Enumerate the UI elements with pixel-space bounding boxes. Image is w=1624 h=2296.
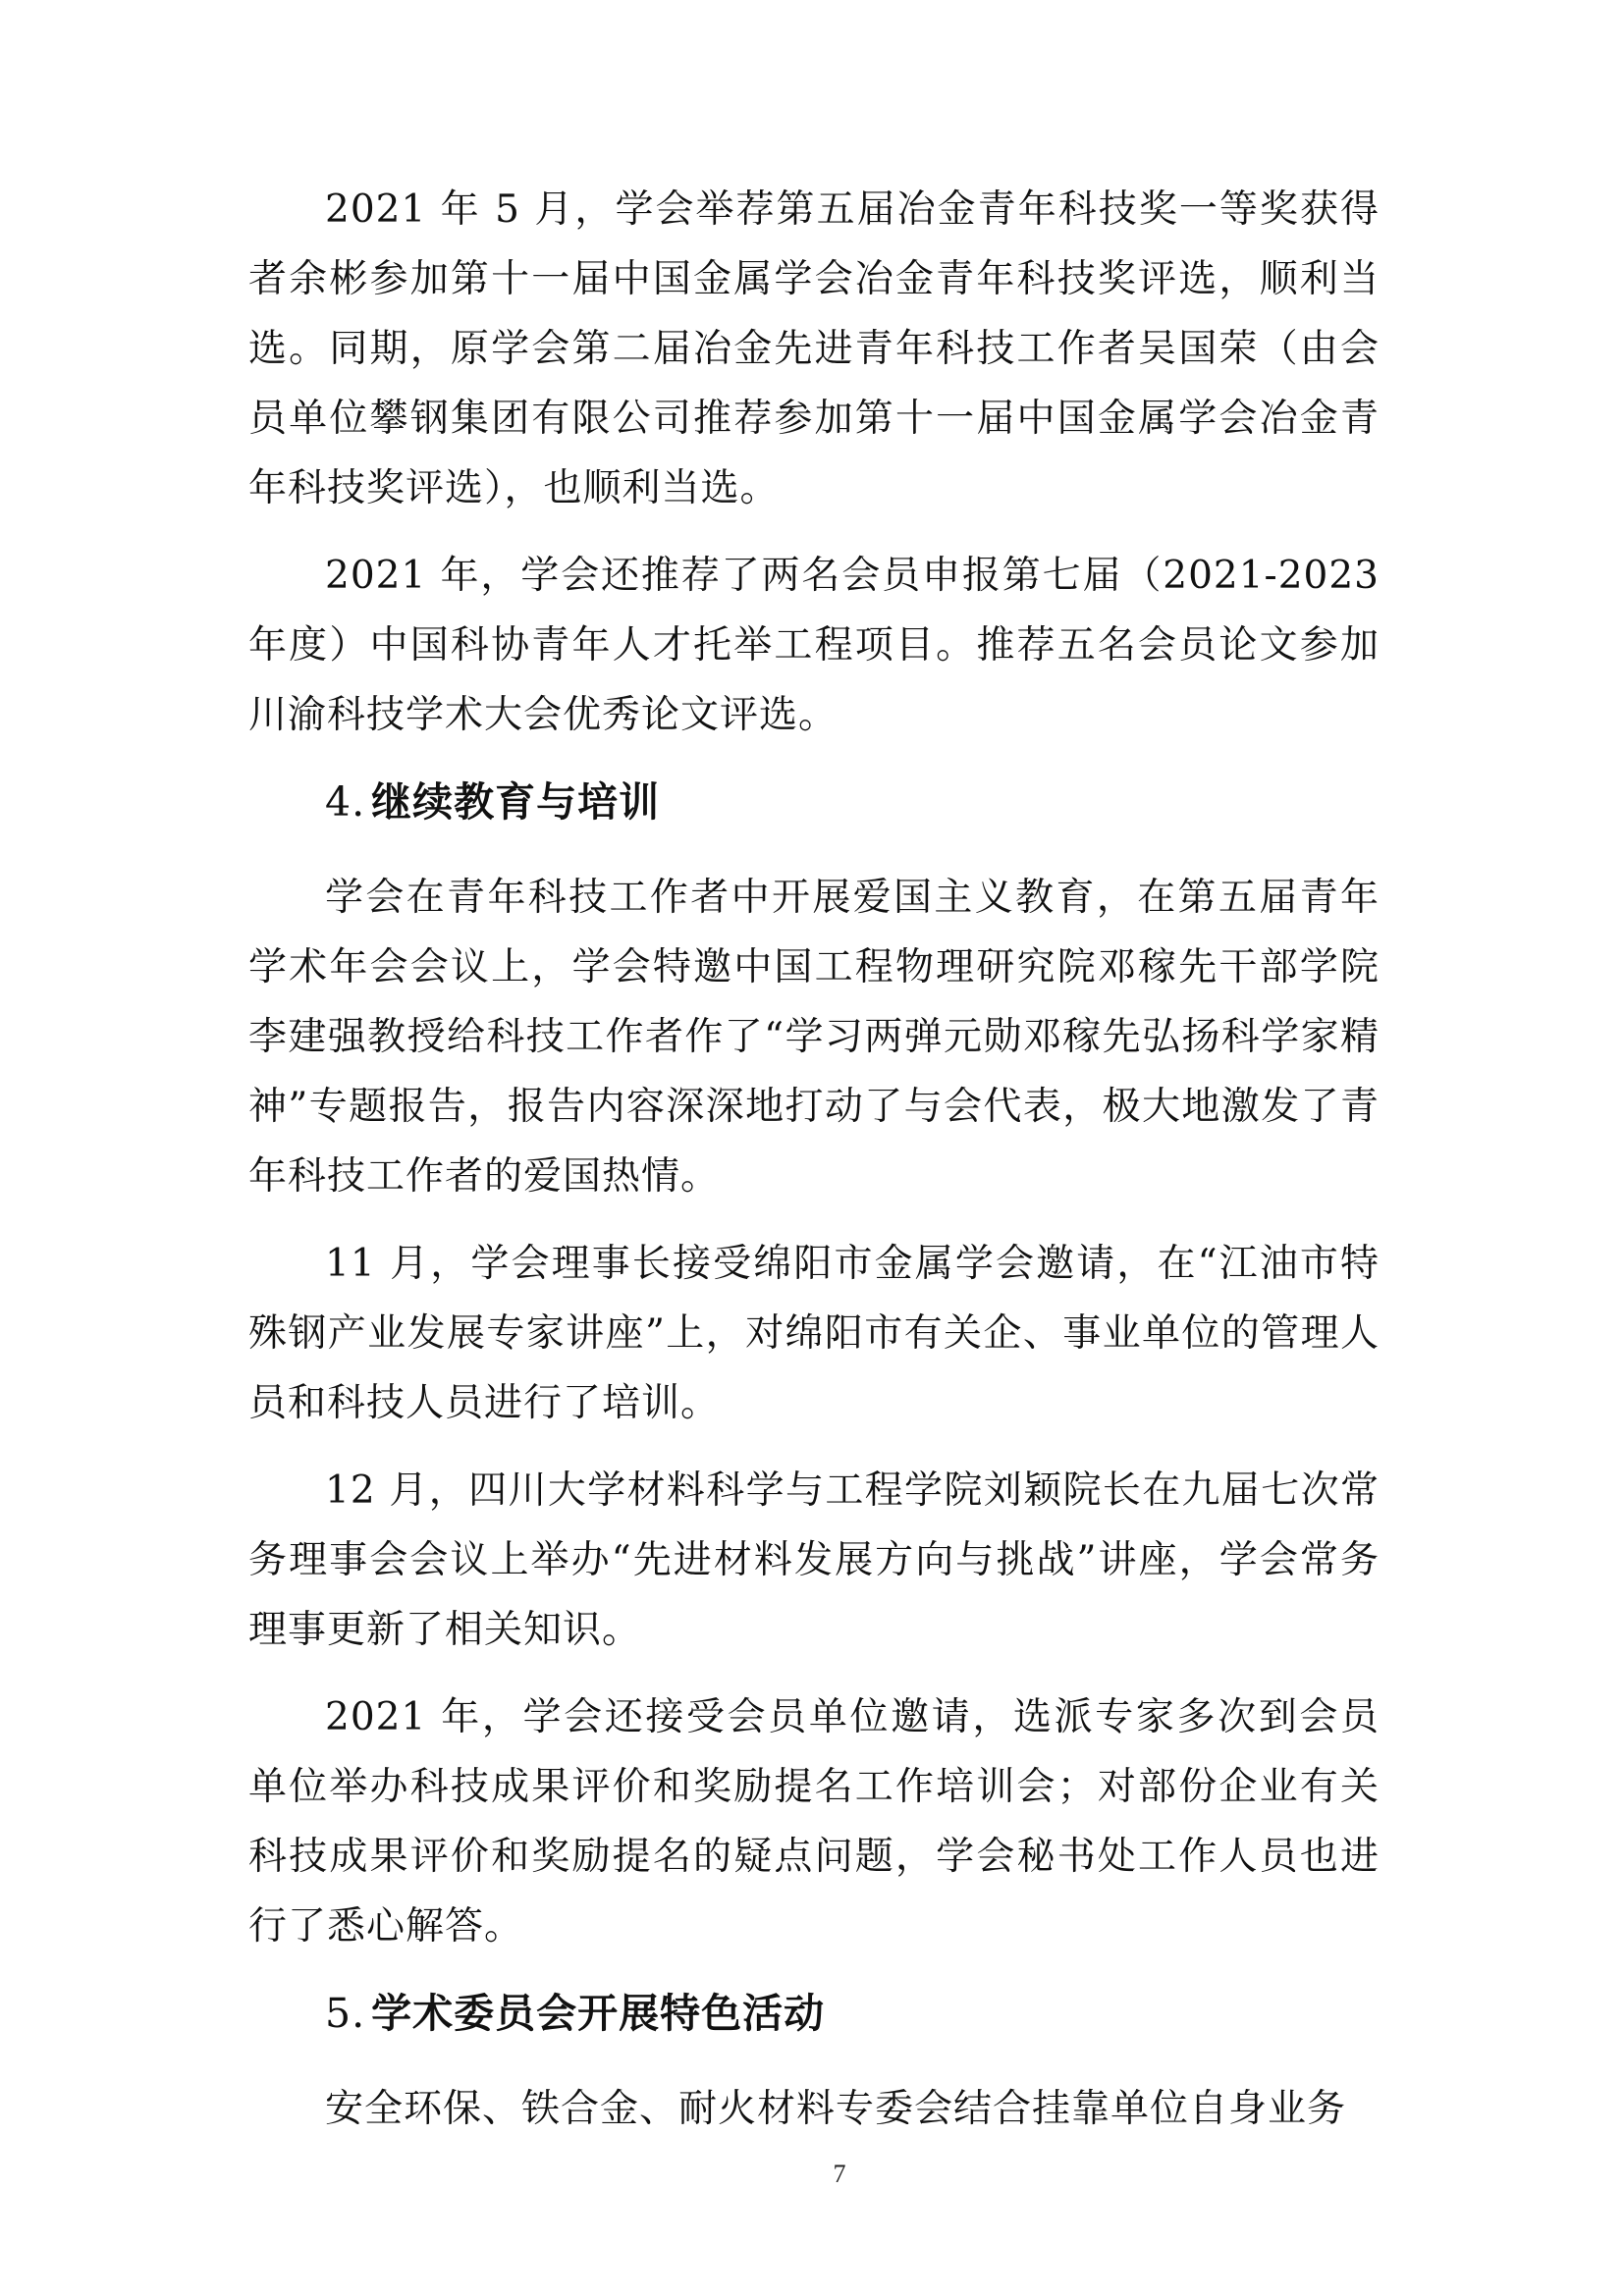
page-content	[248, 175, 1380, 2162]
section-number: 5.	[325, 1990, 366, 2037]
paragraph-talent-program: 2021 年，学会还推荐了两名会员申报第七届（2021-2023 年度）中国科协青年人才托举工程项目。推荐五名会员论文参加川渝科技学术大会优秀论文评选。	[248, 554, 1380, 737]
section-number: 4.	[325, 778, 366, 826]
paragraph-committees: 安全环保、铁合金、耐火材料专委会结合挂靠单位自身业务	[325, 2087, 1347, 2131]
paragraph-youth-award: 2021 年 5 月，学会举荐第五届冶金青年科技奖一等奖获得者余彬参加第十一届中国金属学会冶金青年科技奖评选，顺利当选。同期，原学会第二届冶金先进青年科技工作者吴国荣（由会员单位攀钢集团有限公司推荐参加第十一届中国金属学会冶金青年科技奖评选），也顺利当选。	[248, 187, 1380, 510]
section-title: 继续教育与培训	[371, 778, 661, 826]
page-number: 7	[833, 2160, 846, 2188]
section-heading-continuing-education	[248, 768, 1380, 837]
section-title: 学术委员会开展特色活动	[371, 1990, 826, 2037]
paragraph-patriotic-education: 学会在青年科技工作者中开展爱国主义教育，在第五届青年学术年会会议上，学会特邀中国工程物理研究院邓稼先干部学院李建强教授给科技工作者作了“学习两弹元勋邓稼先弘扬科学家精神”专题报告，报告内容深深地打动了与会代表，极大地激发了青年科技工作者的爱国热情。	[248, 876, 1380, 1199]
paragraph-november-lecture: 11 月，学会理事长接受绵阳市金属学会邀请，在“江油市特殊钢产业发展专家讲座”上，对绵阳市有关企、事业单位的管理人员和科技人员进行了培训。	[248, 1242, 1380, 1425]
paragraph-december-lecture: 12 月，四川大学材料科学与工程学院刘颖院长在九届七次常务理事会会议上举办“先进材料发展方向与挑战”讲座，学会常务理事更新了相关知识。	[248, 1468, 1380, 1652]
section-heading-academic-committees	[248, 1979, 1380, 2049]
paragraph-training-sessions: 2021 年，学会还接受会员单位邀请，选派专家多次到会员单位举办科技成果评价和奖励提名工作培训会；对部份企业有关科技成果评价和奖励提名的疑点问题，学会秘书处工作人员也进行了悉心解答。	[248, 1695, 1380, 1949]
